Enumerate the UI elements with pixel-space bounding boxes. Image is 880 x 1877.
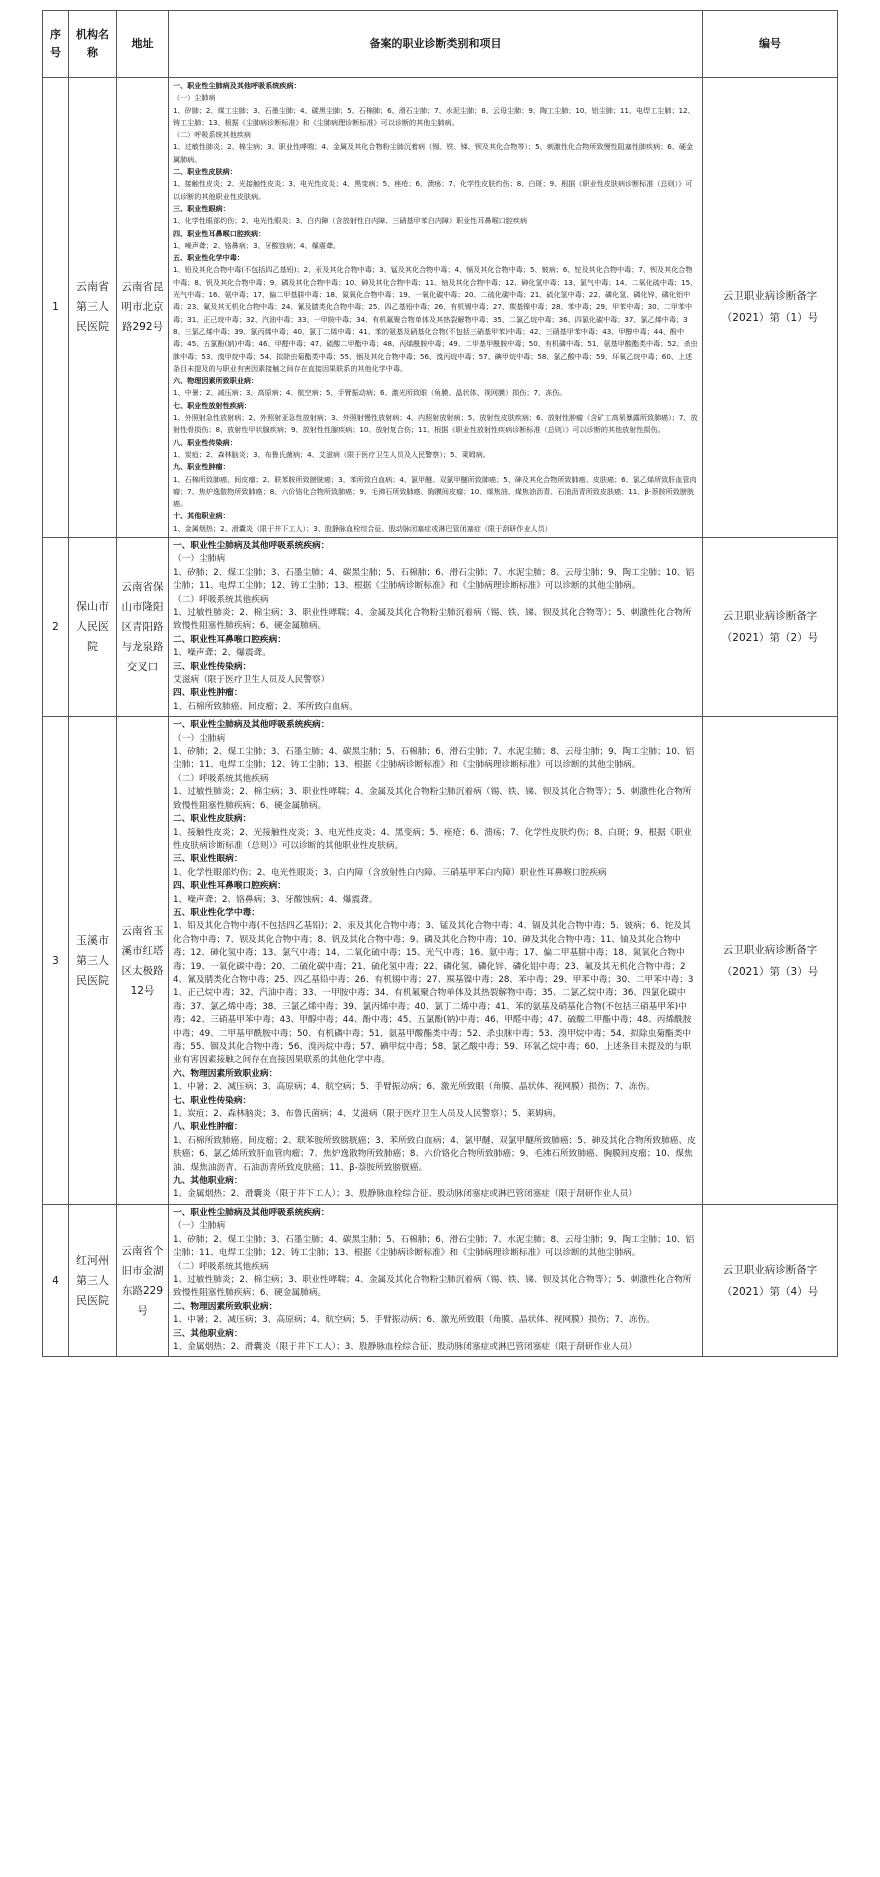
institution-name: 红河州第三人民医院 xyxy=(69,1204,117,1356)
category-heading: 八、职业性传染病： xyxy=(173,437,237,447)
category-heading: 二、职业性皮肤病： xyxy=(173,167,237,177)
institution-table xyxy=(42,10,838,1357)
table-row xyxy=(43,78,838,538)
category-heading: 六、物理因素所致职业病： xyxy=(173,1068,278,1079)
header-items: 备案的职业诊断类别和项目 xyxy=(169,11,703,78)
item-line: 1、矽肺；2、煤工尘肺；3、石墨尘肺；4、碳黑尘肺；5、石棉肺；6、滑石尘肺；7、水泥尘肺；8、云母尘肺；9、陶工尘肺；10、铝尘肺；11、电焊工尘肺；12、铸工尘肺；13、根据《尘肺病诊断标准》和《尘肺病理诊断标准》可以诊断的其他尘肺病。 xyxy=(173,1234,695,1259)
item-line: 艾滋病（限于医疗卫生人员及人民警察） xyxy=(173,675,330,686)
institution-address: 云南省个旧市金湖东路229号 xyxy=(117,1204,169,1356)
category-heading: 四、职业性耳鼻喉口腔疾病： xyxy=(173,881,286,892)
diagnosis-items xyxy=(169,537,703,716)
item-line: 1、接触性皮炎；2、光接触性皮炎；3、电光性皮炎；4、黑变病；5、痤疮；6、溃疡；7、化学性皮肤灼伤；8、白斑；9、根据《职业性皮肤病诊断标准（总则）》可以诊断的其他职业性皮肤病。 xyxy=(173,827,692,851)
item-line: 1、石棉所致肺癌、间皮瘤；2、联苯胺所致膀胱癌；3、苯所致白血病；4、氯甲醚、双氯甲醚所致肺癌；5、砷及其化合物所致肺癌、皮肤癌；6、氯乙烯所致肝血管肉瘤；7、焦炉逸散物所致肺癌；8、六价铬化合物所致肺癌；9、毛沸石所致肺癌、胸膜间皮瘤；10、煤焦油、煤焦油沥青、石油沥青所致皮肤癌；11、β-萘胺所致膀胱癌。 xyxy=(173,474,697,509)
category-heading: 六、物理因素所致职业病： xyxy=(173,376,259,386)
item-line: （二）呼吸系统其他疾病 xyxy=(173,1261,269,1272)
category-heading: 三、其他职业病： xyxy=(173,1328,243,1339)
item-line: 1、中暑；2、减压病；3、高原病；4、航空病；5、手臂振动病；6、激光所致眼（角膜、晶状体、视网膜）损伤；7、冻伤。 xyxy=(173,1082,655,1093)
item-line: 1、矽肺；2、煤工尘肺；3、石墨尘肺；4、碳黑尘肺；5、石棉肺；6、滑石尘肺；7、水泥尘肺；8、云母尘肺；9、陶工尘肺；10、铝尘肺；11、电焊工尘肺；12、铸工尘肺；13、根据《尘肺病诊断标准》和《尘肺病理诊断标准》可以诊断的其他尘肺病。 xyxy=(173,105,695,127)
item-line: 1、矽肺；2、煤工尘肺；3、石墨尘肺；4、碳黑尘肺；5、石棉肺；6、滑石尘肺；7、水泥尘肺；8、云母尘肺；9、陶工尘肺；10、铝尘肺；11、电焊工尘肺；12、铸工尘肺；13、根据《尘肺病诊断标准》和《尘肺病理诊断标准》可以诊断的其他尘肺病。 xyxy=(173,567,695,592)
header-no: 序号 xyxy=(43,11,69,78)
item-line: 1、外照射急性放射病；2、外照射亚急性放射病；3、外照射慢性放射病；4、内照射放射病；5、放射性皮肤疾病；6、放射性肿瘤（含矿工高氡暴露所致肺癌）；7、放射性骨损伤；8、放射性甲状腺疾病；9、放射性性腺疾病；10、放射复合伤；11、根据《职业性放射性疾病诊断标准（总则）》可以诊断的其他放射性损伤。 xyxy=(173,413,698,435)
diagnosis-items xyxy=(169,717,703,1205)
category-heading: 九、其他职业病： xyxy=(173,1176,243,1187)
item-line: （二）呼吸系统其他疾病 xyxy=(173,773,269,784)
item-line: （二）呼吸系统其他疾病 xyxy=(173,594,269,605)
diagnosis-items xyxy=(169,78,703,538)
category-heading: 三、职业性传染病： xyxy=(173,661,252,672)
record-number: 云卫职业病诊断备字（2021）第（4）号 xyxy=(703,1204,838,1356)
record-number: 云卫职业病诊断备字（2021）第（3）号 xyxy=(703,717,838,1205)
item-line: 1、铅及其化合物中毒(不包括四乙基铅)；2、汞及其化合物中毒；3、锰及其化合物中毒；4、镉及其化合物中毒；5、铍病；6、铊及其化合物中毒；7、钡及其化合物中毒；8、钒及其化合物中毒；9、磷及其化合物中毒；10、砷及其化合物中毒；11、铀及其化合物中毒；12、砷化氢中毒；13、氯气中毒；14、二氧化硫中毒；15、光气中毒；16、氨中毒；17、偏二甲基肼中毒；18、氮氧化合物中毒；19、一氧化碳中毒；20、二硫化碳中毒；21、硫化氢中毒；22、磷化氢、磷化锌、磷化铝中毒；23、氟及其无机化合物中毒；24、氰及腈类化合物中毒；25、四乙基铅中毒；26、有机锡中毒；27、羰基镍中毒；28、苯中毒；29、甲苯中毒；30、二甲苯中毒；31、正己烷中毒；32、汽油中毒；33、一甲胺中毒；34、有机氟聚合物单体及其热裂解物中毒；35、二氯乙烷中毒；36、四氯化碳中毒；37、氯乙烯中毒；38、三氯乙烯中毒；39、氯丙烯中毒；40、氯丁二烯中毒；41、苯的氨基及硝基化合物(不包括三硝基甲苯)中毒；42、三硝基甲苯中毒；43、甲醇中毒；44、酚中毒；45、五氯酚(钠)中毒；46、甲醛中毒；47、硫酸二甲酯中毒；48、丙烯酰胺中毒；49、二甲基甲酰胺中毒；50、有机磷中毒；51、氨基甲酸酯类中毒；52、杀虫脒中毒；53、溴甲烷中毒；54、拟除虫菊酯类中毒；55、铟及其化合物中毒；56、溴丙烷中毒；57、碘甲烷中毒；58、氯乙酸中毒；59、环氧乙烷中毒；60、上述条目未提及的与职业有害因素接触之间存在直接因果联系的其他化学中毒。 xyxy=(173,921,694,1066)
category-heading: 四、职业性耳鼻喉口腔疾病： xyxy=(173,228,266,238)
category-heading: 八、职业性肿瘤： xyxy=(173,1122,243,1133)
record-number: 云卫职业病诊断备字（2021）第（1）号 xyxy=(703,78,838,538)
item-line: 1、中暑；2、减压病；3、高原病；4、航空病；5、手臂振动病；6、激光所致眼（角膜、晶状体、视网膜）损伤；7、冻伤。 xyxy=(173,1315,655,1326)
item-line: （一）尘肺病 xyxy=(173,554,226,565)
row-number: 3 xyxy=(43,717,69,1205)
category-heading: 二、职业性耳鼻喉口腔疾病： xyxy=(173,634,286,645)
institution-address: 云南省保山市隆阳区青阳路与龙泉路交叉口 xyxy=(117,537,169,716)
category-heading: 一、职业性尘肺病及其他呼吸系统疾病： xyxy=(173,540,330,551)
item-line: 1、接触性皮炎；2、光接触性皮炎；3、电光性皮炎；4、黑变病；5、痤疮；6、溃疡；7、化学性皮肤灼伤；8、白斑；9、根据《职业性皮肤病诊断标准（总则）》可以诊断的其他职业性皮肤病。 xyxy=(173,179,693,201)
diagnosis-items xyxy=(169,1204,703,1356)
category-heading: 四、职业性肿瘤： xyxy=(173,688,243,699)
item-line: （一）尘肺病 xyxy=(173,1221,226,1232)
item-line: 1、过敏性肺炎；2、棉尘病；3、职业性哮喘；4、金属及其化合物粉尘肺沉着病（锡、铁、锑、钡及其化合物等）；5、刺激性化合物所致慢性阻塞性肺疾病；6、硬金属肺病。 xyxy=(173,1274,692,1299)
row-number: 4 xyxy=(43,1204,69,1356)
item-line: 1、噪声聋；2、铬鼻病；3、牙酸蚀病；4、爆震聋。 xyxy=(173,894,378,905)
item-line: 1、化学性眼部灼伤；2、电光性眼炎；3、白内障（含放射性白内障、三硝基甲苯白内障）职业性耳鼻喉口腔疾病 xyxy=(173,867,607,878)
institution-address: 云南省昆明市北京路292号 xyxy=(117,78,169,538)
table-row xyxy=(43,537,838,716)
item-line: 1、炭疽；2、森林脑炎；3、布鲁氏菌病；4、艾滋病（限于医疗卫生人员及人民警察）；5、莱姆病。 xyxy=(173,449,490,459)
item-line: 1、金属烟热；2、滑囊炎（限于井下工人）；3、股静脉血栓综合征、股动脉闭塞症或淋巴管闭塞症（限于刮研作业人员） xyxy=(173,1189,637,1200)
item-line: 1、石棉所致肺癌、间皮瘤；2、联苯胺所致膀胱癌；3、苯所致白血病；4、氯甲醚、双氯甲醚所致肺癌；5、砷及其化合物所致肺癌、皮肤癌；6、氯乙烯所致肝血管肉瘤；7、焦炉逸散物所致肺癌；8、六价铬化合物所致肺癌；9、毛沸石所致肺癌、胸膜间皮瘤；10、煤焦油、煤焦油沥青、石油沥青所致皮肤癌；11、β-萘胺所致膀胱癌。 xyxy=(173,1135,696,1173)
item-line: 1、过敏性肺炎；2、棉尘病；3、职业性哮喘；4、金属及其化合物粉尘肺沉着病（锡、铁、锑、钡及其化合物等）；5、刺激性化合物所致慢性阻塞性肺疾病；6、硬金属肺病。 xyxy=(173,608,692,632)
header-row xyxy=(43,11,838,78)
item-line: 1、过敏性肺炎；2、棉尘病；3、职业性哮喘；4、金属及其化合物粉尘肺沉着病（锡、铁、锑、钡及其化合物等）；5、刺激性化合物所致慢性阻塞性肺疾病；6、硬金属肺病。 xyxy=(173,142,694,164)
item-line: （一）尘肺病 xyxy=(173,733,226,744)
item-line: 1、化学性眼部灼伤；2、电光性眼炎；3、白内障（含放射性白内障、三硝基甲苯白内障）职业性耳鼻喉口腔疾病 xyxy=(173,216,528,226)
institution-address: 云南省玉溪市红塔区太极路12号 xyxy=(117,717,169,1205)
category-heading: 一、职业性尘肺病及其他呼吸系统疾病： xyxy=(173,720,330,731)
category-heading: 一、职业性尘肺病及其他呼吸系统疾病： xyxy=(173,81,301,90)
category-heading: 七、职业性放射性疾病： xyxy=(173,400,252,410)
row-number: 1 xyxy=(43,78,69,538)
category-heading: 五、职业性化学中毒： xyxy=(173,253,244,263)
item-line: 1、铅及其化合物中毒(不包括四乙基铅)；2、汞及其化合物中毒；3、锰及其化合物中毒；4、镉及其化合物中毒；5、铍病；6、铊及其化合物中毒；7、钡及其化合物中毒；8、钒及其化合物中毒；9、磷及其化合物中毒；10、砷及其化合物中毒；11、铀及其化合物中毒；12、砷化氢中毒；13、氯气中毒；14、二氧化硫中毒；15、光气中毒；16、氨中毒；17、偏二甲基肼中毒；18、氮氧化合物中毒；19、一氧化碳中毒；20、二硫化碳中毒；21、硫化氢中毒；22、磷化氢、磷化锌、磷化铝中毒；23、氟及其无机化合物中毒；24、氰及腈类化合物中毒；25、四乙基铅中毒；26、有机锡中毒；27、羰基镍中毒；28、苯中毒；29、甲苯中毒；30、二甲苯中毒；31、正己烷中毒；32、汽油中毒；33、一甲胺中毒；34、有机氟聚合物单体及其热裂解物中毒；35、二氯乙烷中毒；36、四氯化碳中毒；37、氯乙烯中毒；38、三氯乙烯中毒；39、氯丙烯中毒；40、氯丁二烯中毒；41、苯的氨基及硝基化合物(不包括三硝基甲苯)中毒；42、三硝基甲苯中毒；43、甲醇中毒；44、酚中毒；45、五氯酚(钠)中毒；46、甲醛中毒；47、硫酸二甲酯中毒；48、丙烯酰胺中毒；49、二甲基甲酰胺中毒；50、有机磷中毒；51、氨基甲酸酯类中毒；52、杀虫脒中毒；53、溴甲烷中毒；54、拟除虫菊酯类中毒；55、铟及其化合物中毒；56、溴丙烷中毒；57、碘甲烷中毒；58、氯乙酸中毒；59、环氧乙烷中毒；60、上述条目未提及的与职业有害因素接触之间存在直接因果联系的其他化学中毒。 xyxy=(173,265,698,373)
row-number: 2 xyxy=(43,537,69,716)
item-line: （二）呼吸系统其他疾病 xyxy=(173,130,252,140)
header-code: 编号 xyxy=(703,11,838,78)
item-line: 1、石棉所致肺癌、间皮瘤；2、苯所致白血病。 xyxy=(173,701,358,712)
category-heading: 九、职业性肿瘤： xyxy=(173,462,230,472)
item-line: 1、噪声聋；2、铬鼻病；3、牙酸蚀病；4、爆震聋。 xyxy=(173,240,341,250)
header-addr: 地址 xyxy=(117,11,169,78)
header-org: 机构名称 xyxy=(69,11,117,78)
institution-name: 保山市人民医院 xyxy=(69,537,117,716)
item-line: 1、过敏性肺炎；2、棉尘病；3、职业性哮喘；4、金属及其化合物粉尘肺沉着病（锡、铁、锑、钡及其化合物等）；5、刺激性化合物所致慢性阻塞性肺疾病；6、硬金属肺病。 xyxy=(173,787,692,811)
category-heading: 三、职业性眼病： xyxy=(173,854,243,865)
item-line: 1、金属烟热；2、滑囊炎（限于井下工人）；3、股静脉血栓综合征、股动脉闭塞症或淋巴管闭塞症（限于刮研作业人员） xyxy=(173,1341,637,1352)
table-row xyxy=(43,717,838,1205)
institution-name: 玉溪市第三人民医院 xyxy=(69,717,117,1205)
item-line: 1、噪声聋；2、爆震聋。 xyxy=(173,648,271,659)
category-heading: 七、职业性传染病： xyxy=(173,1095,252,1106)
institution-name: 云南省第三人民医院 xyxy=(69,78,117,538)
category-heading: 三、职业性眼病： xyxy=(173,203,230,213)
category-heading: 十、其他职业病： xyxy=(173,511,230,521)
category-heading: 一、职业性尘肺病及其他呼吸系统疾病： xyxy=(173,1207,330,1218)
table-row xyxy=(43,1204,838,1356)
category-heading: 二、职业性皮肤病： xyxy=(173,814,252,825)
category-heading: 五、职业性化学中毒： xyxy=(173,907,260,918)
record-number: 云卫职业病诊断备字（2021）第（2）号 xyxy=(703,537,838,716)
item-line: 1、中暑；2、减压病；3、高原病；4、航空病；5、手臂振动病；6、激光所致眼（角膜、晶状体、视网膜）损伤；7、冻伤。 xyxy=(173,388,567,398)
category-heading: 二、物理因素所致职业病： xyxy=(173,1301,278,1312)
item-line: 1、矽肺；2、煤工尘肺；3、石墨尘肺；4、碳黑尘肺；5、石棉肺；6、滑石尘肺；7、水泥尘肺；8、云母尘肺；9、陶工尘肺；10、铝尘肺；11、电焊工尘肺；12、铸工尘肺；13、根据《尘肺病诊断标准》和《尘肺病理诊断标准》可以诊断的其他尘肺病。 xyxy=(173,747,695,771)
item-line: 1、炭疽；2、森林脑炎；3、布鲁氏菌病；4、艾滋病（限于医疗卫生人员及人民警察）；5、莱姆病。 xyxy=(173,1109,562,1120)
item-line: 1、金属烟热；2、滑囊炎（限于井下工人）；3、股静脉血栓综合征、股动脉闭塞症或淋巴管闭塞症（限于刮研作业人员） xyxy=(173,523,552,533)
item-line: （一）尘肺病 xyxy=(173,93,216,103)
